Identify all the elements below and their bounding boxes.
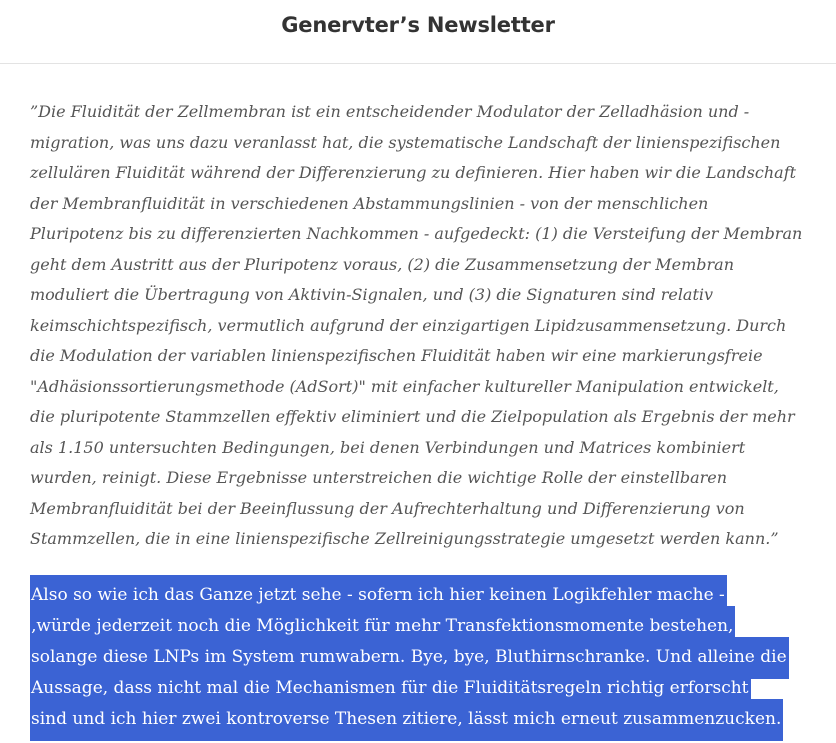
selected-paragraph[interactable] [30, 575, 810, 730]
quote-line: die Modulation der variablen linienspezifischen Fluidität haben wir eine markierungsfreie [30, 346, 763, 365]
blockquote [30, 97, 810, 555]
quote-line: Stammzellen, die in eine linienspezifische Zellreinigungsstrategie umgesetzt werden kann.” [30, 529, 779, 548]
quote-line: migration, was uns dazu veranlasst hat, die systematische Landschaft der linienspezifischen [30, 132, 781, 152]
quote-line: keimschichtspezifisch, vermutlich aufgrund der einzigartigen Lipidzusammensetzung. Durch [30, 315, 787, 335]
selected-line-text[interactable]: Also so wie ich das Ganze jetzt sehe - sofern ich hier keinen Logikfehler mache - [30, 575, 727, 617]
selected-line-text[interactable]: solange diese LNPs im System rumwabern. Bye, bye, Bluthirnschranke. Und alleine die [30, 637, 789, 679]
quote-line: geht dem Austritt aus der Pluripotenz voraus, (2) die Zusammensetzung der Membran [30, 254, 735, 274]
newsletter-header [0, 0, 836, 64]
quote-line: Pluripotenz bis zu differenzierten Nachkommen - aufgedeckt: (1) die Versteifung der Membran [30, 224, 803, 243]
quote-line: zellulären Fluidität während der Differenzierung zu definieren. Hier haben wir die Landschaft [30, 163, 797, 182]
selected-line-text[interactable]: Aussage, dass nicht mal die Mechanismen für die Fluiditätsregeln richtig erforscht [30, 668, 751, 710]
selected-line[interactable] [30, 699, 810, 730]
newsletter-title[interactable]: Genervter’s Newsletter [281, 13, 555, 37]
quote-line: Membranfluidität bei der Beeinflussung der Aufrechterhaltung und Differenzierung von [30, 498, 745, 518]
quote-line: die pluripotente Stammzellen effektiv eliminiert und die Zielpopulation als Ergebnis der mehr [30, 407, 795, 426]
selected-line-text[interactable]: sind und ich hier zwei kontroverse Thesen zitiere, lässt mich erneut zusammenzucken. [30, 699, 783, 741]
quote-line: ”Die Fluidität der Zellmembran ist ein entscheidender Modulator der Zelladhäsion und - [30, 102, 750, 121]
quote-line: wurden, reinigt. Diese Ergebnisse unterstreichen die wichtige Rolle der einstellbaren [30, 468, 728, 487]
selected-line[interactable] [30, 668, 810, 699]
quote-line: "Adhäsionssortierungsmethode (AdSort)" mit einfacher kultureller Manipulation entwickelt, [30, 376, 779, 396]
quote-line: moduliert die Übertragung von Aktivin-Signalen, und (3) die Signaturen sind relativ [30, 285, 714, 304]
selected-line[interactable] [30, 575, 810, 606]
selected-line[interactable] [30, 606, 810, 637]
quote-line: der Membranfluidität in verschiedenen Abstammungslinien - von der menschlichen [30, 193, 709, 213]
selected-line-text[interactable]: ‚würde jederzeit noch die Möglichkeit für mehr Transfektionsmomente bestehen, [30, 606, 735, 648]
quote-line: als 1.150 untersuchten Bedingungen, bei denen Verbindungen und Matrices kombiniert [30, 437, 746, 457]
selected-line[interactable] [30, 637, 810, 668]
